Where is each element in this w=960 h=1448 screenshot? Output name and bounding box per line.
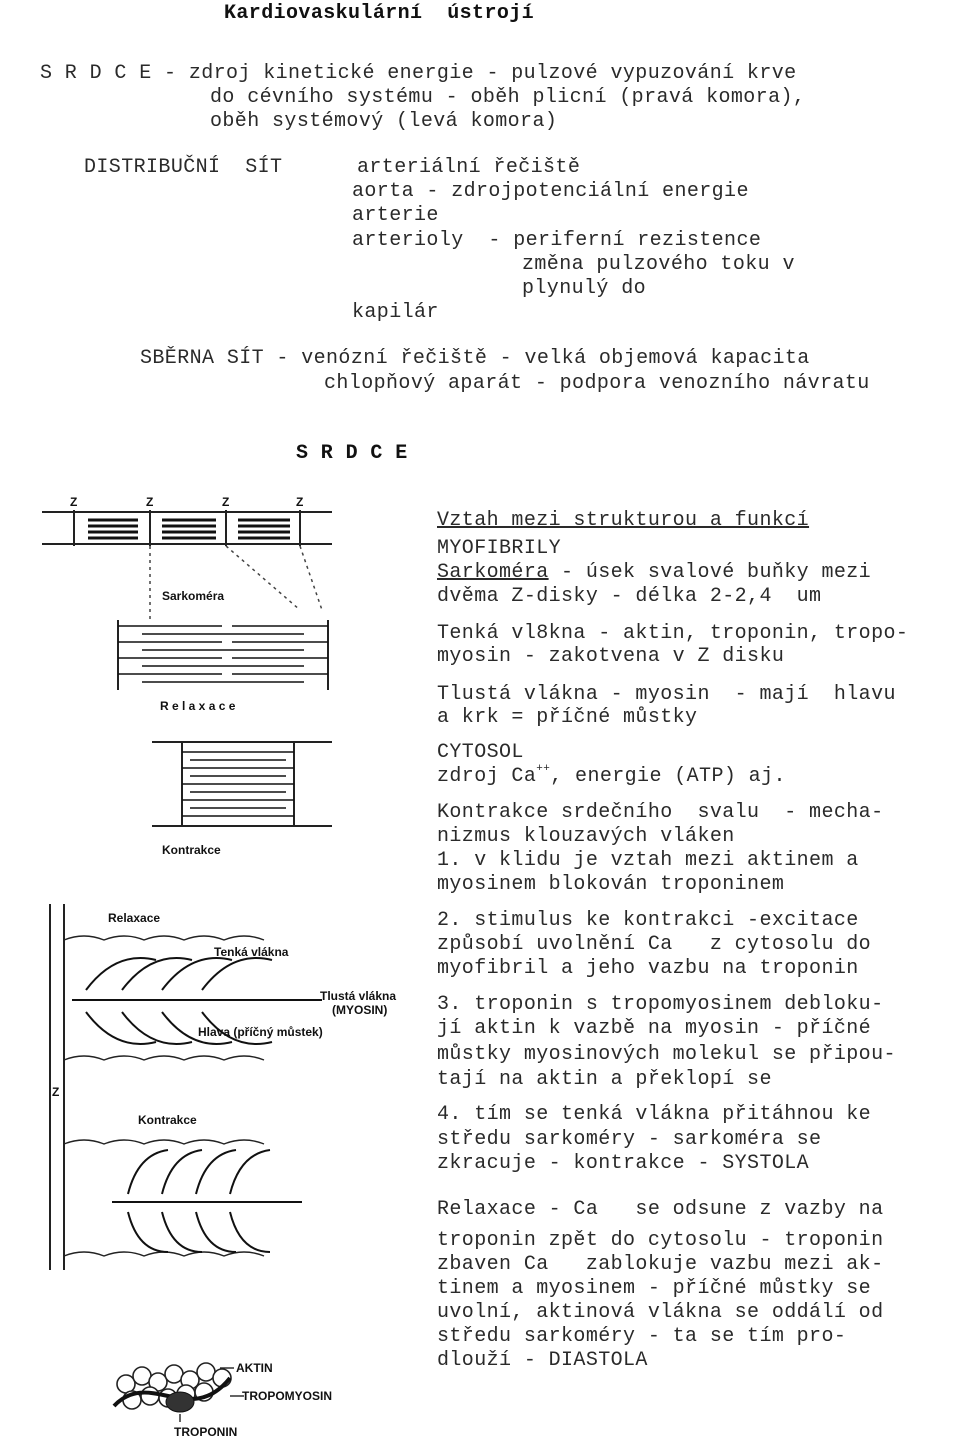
intro-line-2: do cévního systému - oběh plicní (pravá komora), xyxy=(210,86,806,109)
myofibrily-heading: MYOFIBRILY xyxy=(437,537,562,560)
step-2-line-2: způsobí uvolnění Ca z cytosolu do xyxy=(437,933,872,956)
contraction-line-2: nizmus klouzavých vláken xyxy=(437,825,735,848)
distribution-line-2: aorta - zdrojpotenciální energie xyxy=(352,180,749,203)
sarkomera-definition: - úsek svalové buňky mezi xyxy=(548,561,872,584)
cytosol-source: zdroj Ca xyxy=(437,765,537,788)
relaxation-line-5: uvolní, aktinová vlákna se oddálí od xyxy=(437,1301,884,1324)
kontrakce-label: Kontrakce xyxy=(162,843,221,857)
tenka-vlakna-label: Tenká vlákna xyxy=(214,945,289,959)
thin-filament-line-2: myosin - zakotvena v Z disku xyxy=(437,645,785,668)
cytosol-line xyxy=(437,765,786,789)
sarkomera-term: Sarkoméra xyxy=(437,561,549,584)
step-4-line-1: 4. tím se tenká vlákna přitáhnou ke xyxy=(437,1103,872,1126)
step-2-line-1: 2. stimulus ke kontrakci -excitace xyxy=(437,909,859,932)
step-3-line-1: 3. troponin s tropomyosinem debloku- xyxy=(437,993,884,1016)
sarcomere-figure xyxy=(32,480,338,880)
relaxation-line-3: zbaven Ca zablokuje vazbu mezi ak- xyxy=(437,1253,884,1276)
z-label-figure2: Z xyxy=(52,1085,60,1099)
section-title: S R D C E xyxy=(296,442,408,465)
distribution-line-6: plynulý do xyxy=(522,277,647,300)
actin-tropomyosin-figure xyxy=(110,1318,342,1444)
relaxace-label-2: Relaxace xyxy=(108,911,161,925)
sarkomera-label: Sarkoméra xyxy=(162,589,225,603)
relaxation-line-2: troponin zpět do cytosolu - troponin xyxy=(437,1229,884,1252)
distribution-line-3: arterie xyxy=(352,204,439,227)
distribution-line-7: kapilár xyxy=(352,301,439,324)
relaxation-line-6: středu sarkoméry - ta se tím pro- xyxy=(437,1325,847,1348)
collection-line-2: chlopňový aparát - podpora venozního návratu xyxy=(324,372,870,395)
sarcomere-drawing xyxy=(32,480,338,880)
step-4-line-2: středu sarkoméry - sarkoméra se xyxy=(437,1128,822,1151)
right-title: Vztah mezi strukturou a funkcí xyxy=(437,509,810,532)
distribution-line-1: arteriální řečiště xyxy=(357,156,581,179)
calcium-charge: ++ xyxy=(536,763,551,775)
myosin-bridge-drawing xyxy=(2,890,428,1280)
step-3-line-4: tají na aktin a překlopí se xyxy=(437,1068,772,1091)
step-1-line-1: 1. v klidu je vztah mezi aktinem a xyxy=(437,849,859,872)
step-2-line-3: myofibril a jeho vazbu na troponin xyxy=(437,957,859,980)
step-4-line-3: zkracuje - kontrakce - SYSTOLA xyxy=(437,1152,810,1175)
aktin-label: AKTIN xyxy=(236,1361,273,1375)
distribution-line-5: změna pulzového toku v xyxy=(522,253,795,276)
distribution-label: DISTRIBUČNÍ SÍT xyxy=(84,156,283,179)
intro-line-3: oběh systémový (levá komora) xyxy=(210,110,558,133)
troponin-complex xyxy=(166,1392,194,1412)
z-label-4: Z xyxy=(296,495,304,509)
step-3-line-3: můstky myosinových molekul se připou- xyxy=(437,1043,896,1066)
myosin-label: (MYOSIN) xyxy=(332,1003,388,1017)
relaxation-line-4: tinem a myosinem - příčné můstky se xyxy=(437,1277,872,1300)
relaxation-line-1: Relaxace - Ca se odsune z vazby na xyxy=(437,1198,884,1221)
thick-filament-line-1: Tlustá vlákna - myosin - mají hlavu xyxy=(437,683,896,706)
kontrakce-label-2: Kontrakce xyxy=(138,1113,197,1127)
page-heading: Kardiovaskulární ústrojí xyxy=(224,2,535,25)
tropomyosin-label: TROPOMYOSIN xyxy=(242,1389,333,1403)
intro-line-1: S R D C E - zdroj kinetické energie - pulzové vypuzování krve xyxy=(40,62,797,85)
thin-filament-line-1: Tenká vl8kna - aktin, troponin, tropo- xyxy=(437,622,909,645)
relaxation-line-7: dlouží - DIASTOLA xyxy=(437,1349,648,1372)
tlusta-vlakna-label: Tlustá vlákna xyxy=(320,989,397,1003)
distribution-line-4: arterioly - periferní rezistence xyxy=(352,229,762,252)
hlava-label: Hlava (příčný můstek) xyxy=(198,1025,323,1039)
troponin-label: TROPONIN xyxy=(174,1425,238,1439)
z-label-1: Z xyxy=(70,495,78,509)
cytosol-energy: , energie (ATP) aj. xyxy=(550,765,786,788)
z-label-3: Z xyxy=(222,495,230,509)
z-label-2: Z xyxy=(146,495,154,509)
sarkomera-line-2: dvěma Z-disky - délka 2-2,4 um xyxy=(437,585,822,608)
sarkomera-line-1 xyxy=(437,561,871,585)
myosin-bridge-figure xyxy=(2,890,428,1280)
cytosol-heading: CYTOSOL xyxy=(437,741,524,764)
contraction-line-1: Kontrakce srdečního svalu - mecha- xyxy=(437,801,884,824)
step-3-line-2: jí aktin k vazbě na myosin - příčné xyxy=(437,1017,872,1040)
thick-filament-line-2: a krk = příčné můstky xyxy=(437,706,698,729)
actin-tropomyosin-drawing xyxy=(110,1318,342,1444)
collection-line-1: SBĚRNA SÍT - venózní řečiště - velká objemová kapacita xyxy=(140,347,810,370)
relaxace-label: R e l a x a c e xyxy=(160,699,236,713)
step-1-line-2: myosinem blokován troponinem xyxy=(437,873,785,896)
